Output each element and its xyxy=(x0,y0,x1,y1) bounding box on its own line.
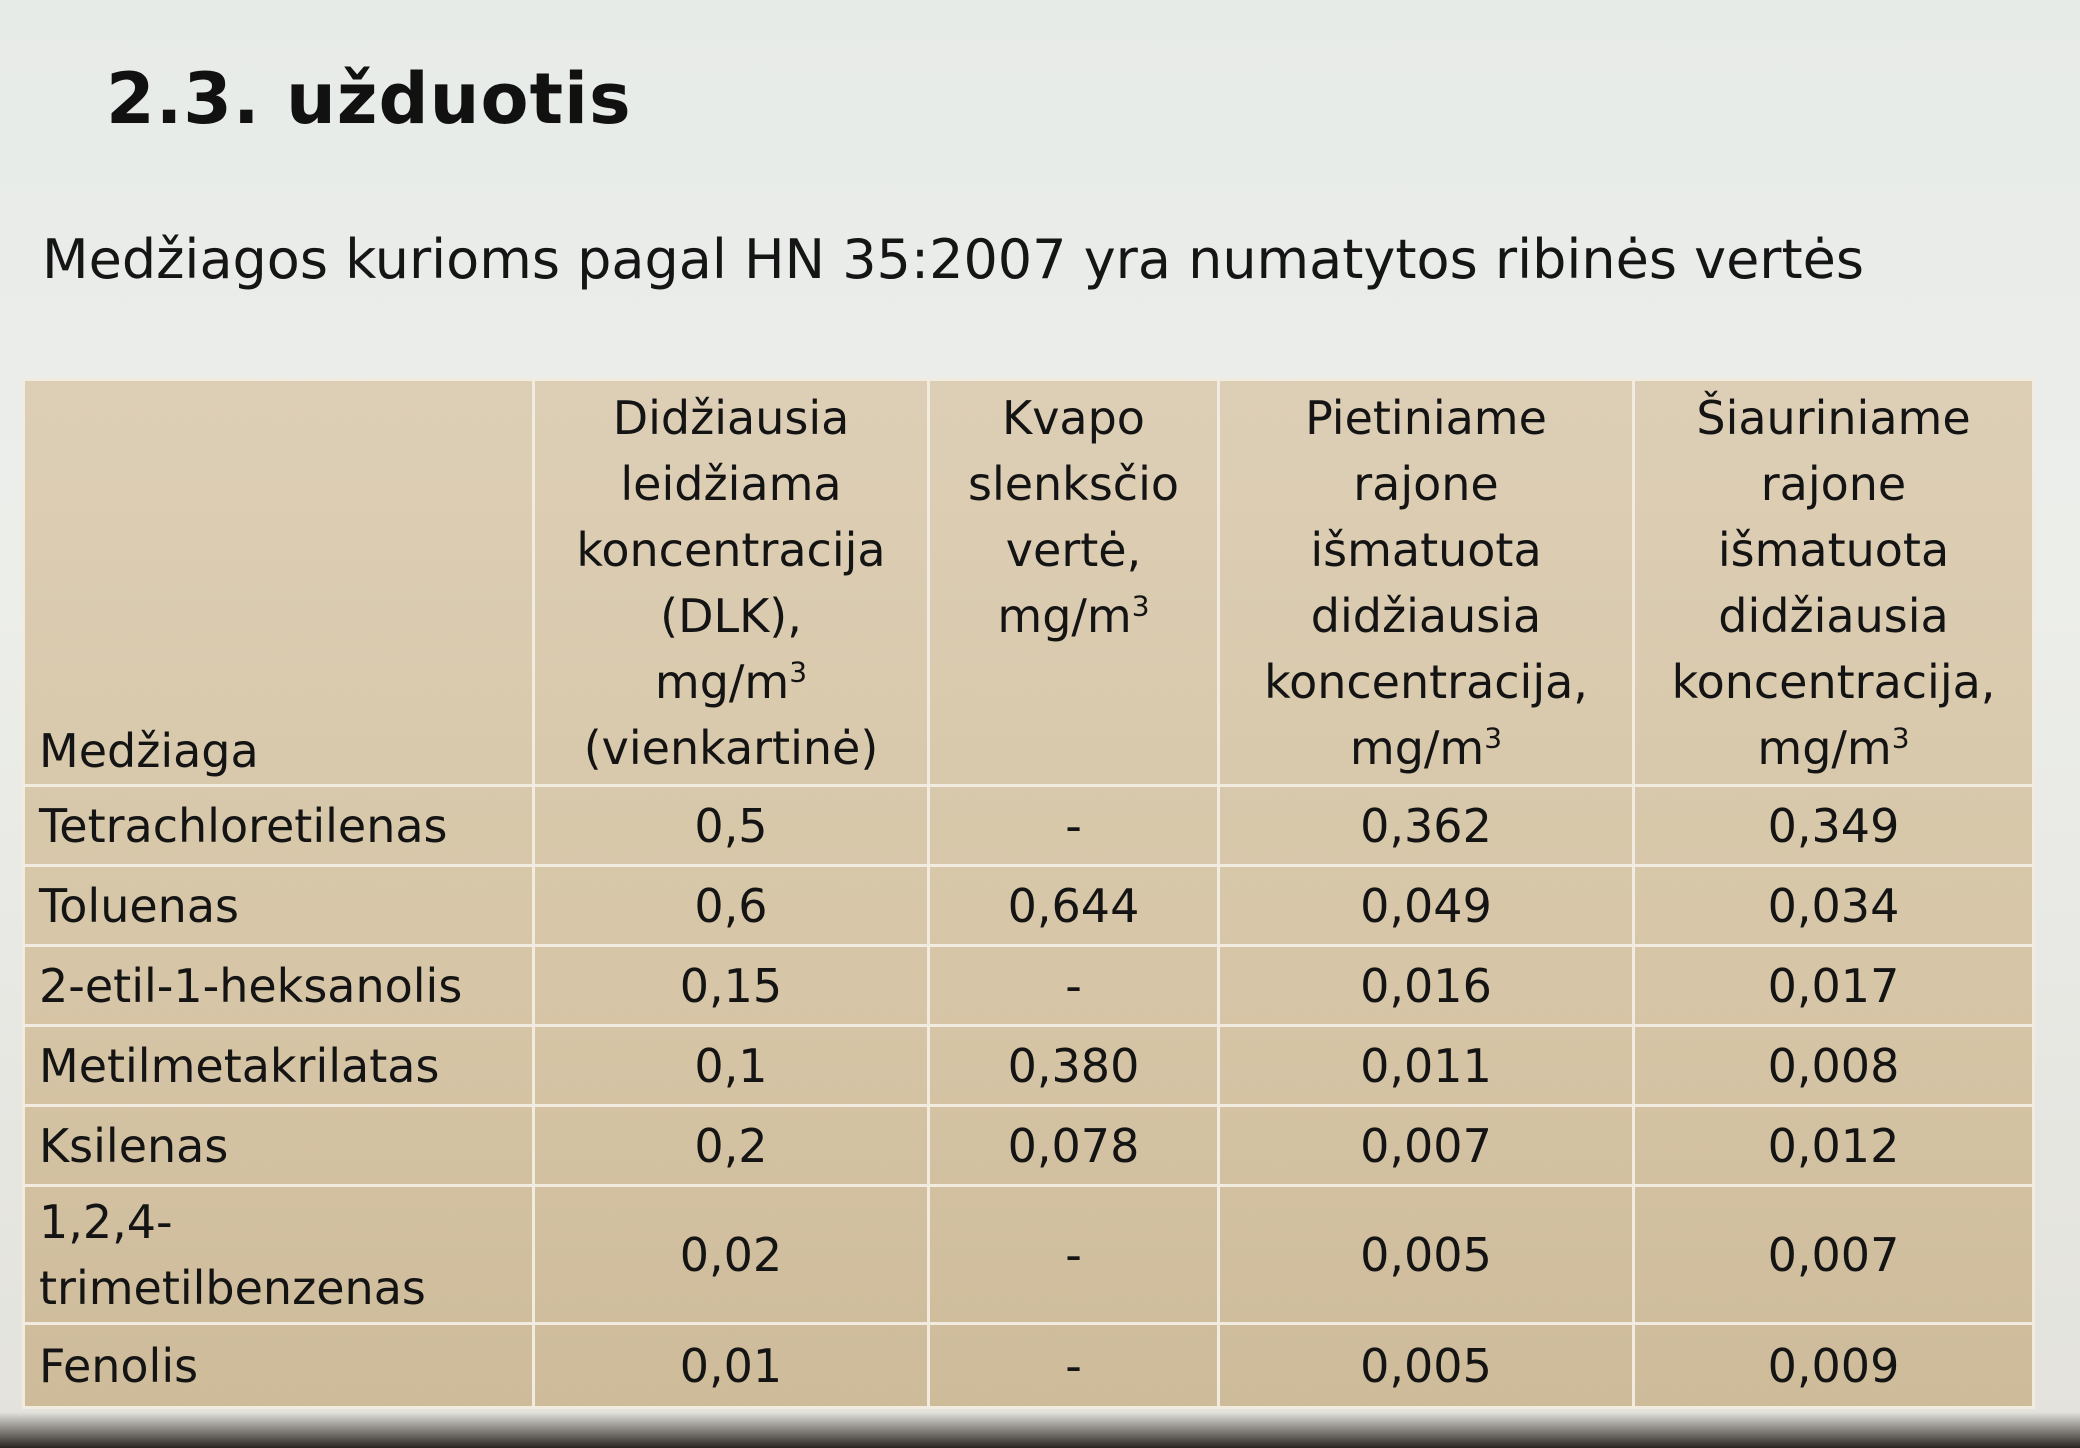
dlk-value: 0,1 xyxy=(534,1026,929,1106)
substance-name: 2-etil-1-heksanolis xyxy=(24,946,534,1026)
column-header-dlk xyxy=(534,380,929,786)
odor-threshold-value: - xyxy=(929,786,1219,866)
dlk-value: 0,02 xyxy=(534,1186,929,1324)
unit-superscript: 3 xyxy=(789,655,808,689)
dlk-value: 0,01 xyxy=(534,1324,929,1408)
dlk-value: 0,6 xyxy=(534,866,929,946)
column-header-note: (vienkartinė) xyxy=(583,721,879,775)
table-row xyxy=(24,786,2034,866)
south-district-value: 0,005 xyxy=(1219,1186,1634,1324)
unit-superscript: 3 xyxy=(1131,589,1150,623)
north-district-value: 0,012 xyxy=(1634,1106,2034,1186)
north-district-value: 0,009 xyxy=(1634,1324,2034,1408)
substance-name: 1,2,4- trimetilbenzenas xyxy=(24,1186,534,1324)
table-row xyxy=(24,1106,2034,1186)
column-header-south-district xyxy=(1219,380,1634,786)
dlk-value: 0,5 xyxy=(534,786,929,866)
odor-threshold-value: - xyxy=(929,946,1219,1026)
substance-name: Tetrachloretilenas xyxy=(24,786,534,866)
column-header-label: Šiauriniame rajone išmatuota didžiausia koncentracija, mg/m xyxy=(1671,391,1996,775)
table-header-row xyxy=(24,380,2034,786)
dlk-value: 0,15 xyxy=(534,946,929,1026)
odor-threshold-value: 0,380 xyxy=(929,1026,1219,1106)
south-district-value: 0,362 xyxy=(1219,786,1634,866)
table-row xyxy=(24,866,2034,946)
unit-superscript: 3 xyxy=(1891,721,1910,755)
south-district-value: 0,016 xyxy=(1219,946,1634,1026)
substances-table xyxy=(22,378,2035,1409)
slide-subtitle: Medžiagos kurioms pagal HN 35:2007 yra numatytos ribinės vertės xyxy=(42,228,1865,291)
substance-name: Metilmetakrilatas xyxy=(24,1026,534,1106)
south-district-value: 0,011 xyxy=(1219,1026,1634,1106)
south-district-value: 0,007 xyxy=(1219,1106,1634,1186)
column-header-label: Medžiaga xyxy=(39,724,259,778)
north-district-value: 0,007 xyxy=(1634,1186,2034,1324)
north-district-value: 0,034 xyxy=(1634,866,2034,946)
table-row xyxy=(24,1026,2034,1106)
north-district-value: 0,008 xyxy=(1634,1026,2034,1106)
dlk-value: 0,2 xyxy=(534,1106,929,1186)
column-header-label: Didžiausia leidžiama koncentracija (DLK), mg/m xyxy=(576,391,886,709)
odor-threshold-value: 0,644 xyxy=(929,866,1219,946)
odor-threshold-value: - xyxy=(929,1324,1219,1408)
column-header-odor-threshold xyxy=(929,380,1219,786)
table-row xyxy=(24,946,2034,1026)
south-district-value: 0,005 xyxy=(1219,1324,1634,1408)
slide-title: 2.3. užduotis xyxy=(106,58,632,140)
north-district-value: 0,349 xyxy=(1634,786,2034,866)
column-header-north-district xyxy=(1634,380,2034,786)
column-header-substance xyxy=(24,380,534,786)
unit-superscript: 3 xyxy=(1484,721,1503,755)
substance-name: Ksilenas xyxy=(24,1106,534,1186)
substance-name: Fenolis xyxy=(24,1324,534,1408)
odor-threshold-value: 0,078 xyxy=(929,1106,1219,1186)
table-row xyxy=(24,1186,2034,1324)
odor-threshold-value: - xyxy=(929,1186,1219,1324)
column-header-label: Pietiniame rajone išmatuota didžiausia koncentracija, mg/m xyxy=(1264,391,1588,775)
column-header-label: Kvapo slenksčio vertė, mg/m xyxy=(967,391,1180,643)
south-district-value: 0,049 xyxy=(1219,866,1634,946)
table-row xyxy=(24,1324,2034,1408)
north-district-value: 0,017 xyxy=(1634,946,2034,1026)
substance-name: Toluenas xyxy=(24,866,534,946)
